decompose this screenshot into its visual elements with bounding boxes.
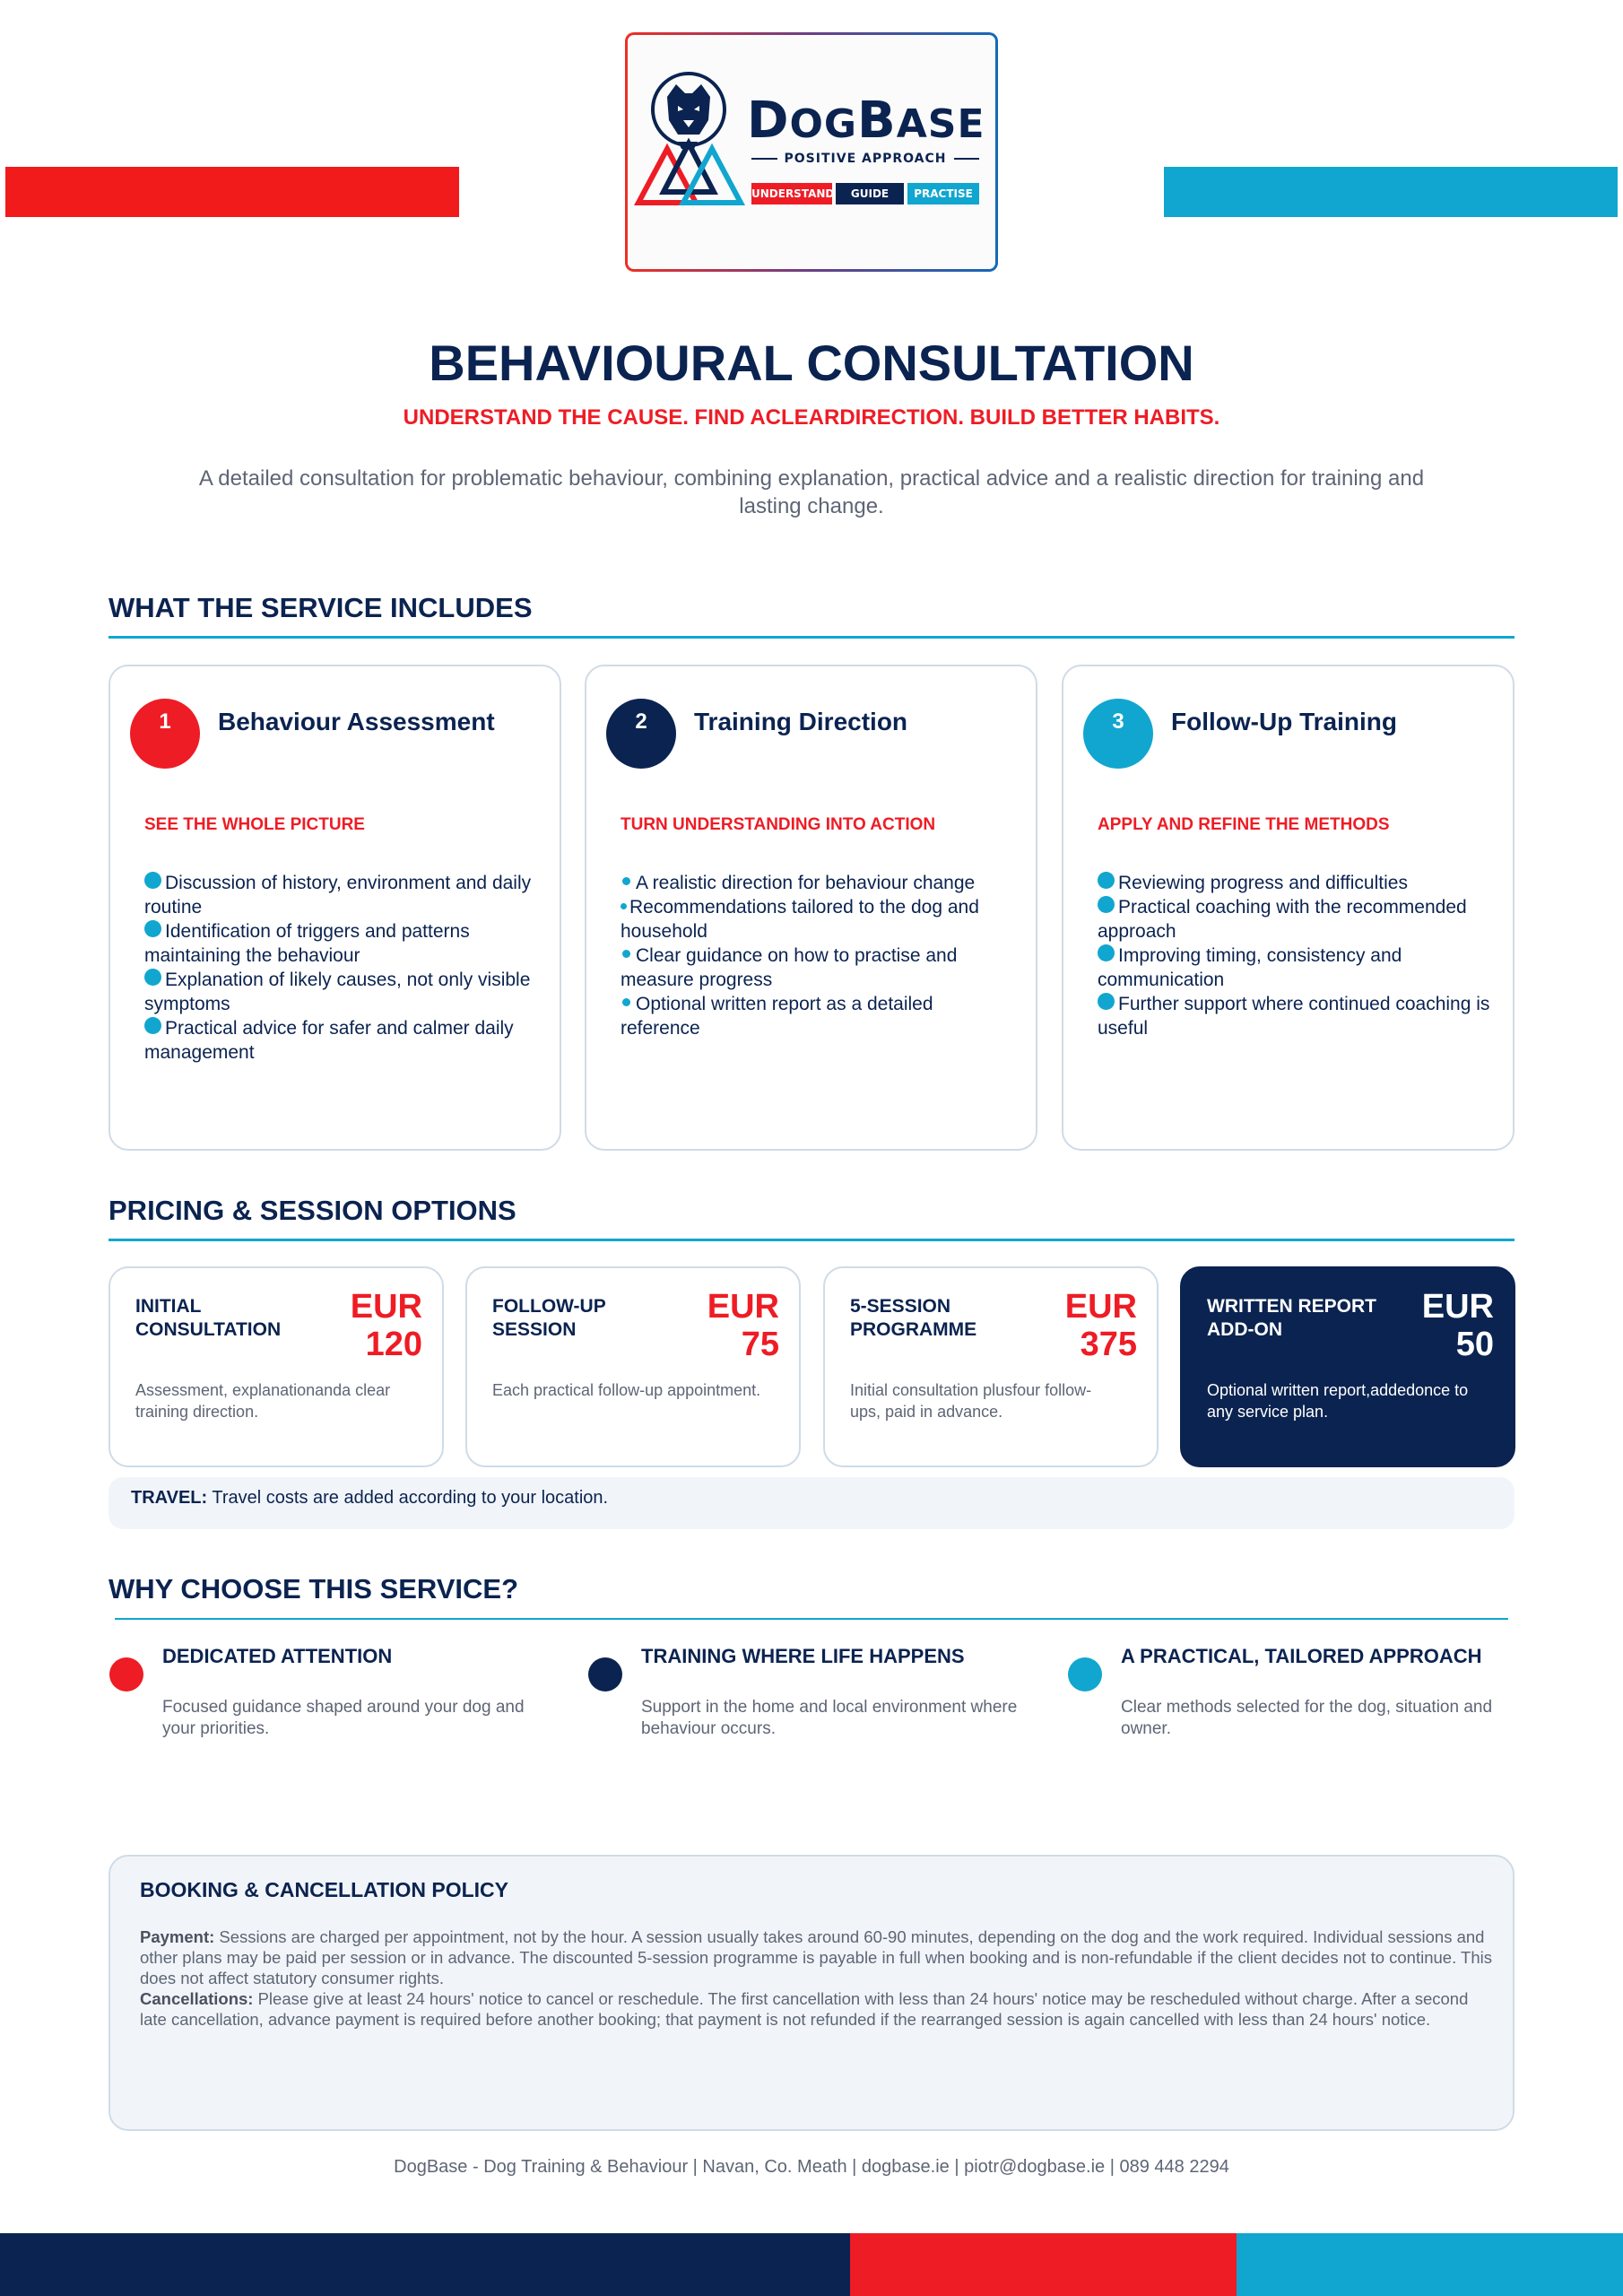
bullet-icon [622, 877, 630, 885]
price-amount: EUR 50 [1421, 1288, 1494, 1363]
service-card-direction [585, 665, 1037, 1151]
price-name: 5-SESSION PROGRAMME [850, 1296, 977, 1340]
logo-wordmark: DOGBASE [747, 91, 985, 150]
list-item: Discussion of history, environment and daily routine [144, 873, 532, 918]
price-amount: EUR 375 [1064, 1288, 1137, 1363]
policy-heading: BOOKING & CANCELLATION POLICY [140, 1878, 509, 1901]
service-subtitle: APPLY AND REFINE THE METHODS [1098, 815, 1390, 834]
pricing-heading: PRICING & SESSION OPTIONS [108, 1195, 516, 1226]
why-dot-icon [109, 1657, 143, 1692]
price-name: FOLLOW-UP SESSION [492, 1296, 606, 1340]
footer-navy-bar [0, 2233, 850, 2296]
price-card-programme [823, 1266, 1159, 1467]
list-item: Further support where continued coaching is useful [1098, 994, 1490, 1039]
service-title: Follow-Up Training [1171, 708, 1397, 735]
why-text: Clear methods selected for the dog, situation and owner. [1121, 1698, 1493, 1738]
policy-cancellations: Cancellations: Please give at least 24 hours' notice to cancel or reschedule. The first cancellation with less than 24 hours' notice may be rescheduled without charge. After a second late cancellation, advance payment is required before another booking; that payment is not refunded if the rearranged session is again cancelled with less than 24 hours' notice. [140, 1989, 1469, 2029]
list-item: Improving timing, consistency and communication [1098, 945, 1402, 990]
logo-tags [751, 183, 979, 204]
list-item: Practical coaching with the recommended approach [1098, 897, 1467, 942]
price-desc: Optional written report,addedonce to any service plan. [1207, 1381, 1469, 1421]
price-desc: Each practical follow-up appointment. [492, 1381, 761, 1399]
bullet-icon [1098, 944, 1115, 961]
logo-tag-practise: PRACTISE [907, 183, 979, 204]
why-text: Support in the home and local environment where behaviour occurs. [641, 1698, 1018, 1738]
service-number: 2 [606, 699, 676, 769]
footer-blue-bar [1237, 2233, 1623, 2296]
services-heading: WHAT THE SERVICE INCLUDES [108, 592, 533, 623]
list-item: Explanation of likely causes, not only visible symptoms [144, 970, 531, 1014]
why-rule [115, 1618, 1508, 1620]
page-title: BEHAVIOURAL CONSULTATION [429, 335, 1194, 391]
bullet-icon [1098, 896, 1115, 913]
list-item: Recommendations tailored to the dog and household [621, 897, 979, 942]
list-item: Identification of triggers and patterns maintaining the behaviour [144, 921, 470, 966]
price-amount: EUR 75 [707, 1288, 779, 1363]
policy-panel [108, 1855, 1515, 2131]
why-title: A PRACTICAL, TAILORED APPROACH [1121, 1645, 1482, 1667]
policy-body [140, 1926, 1494, 2030]
price-desc: Initial consultation plusfour follow-ups, paid in advance. [850, 1381, 1092, 1421]
bullet-icon [1098, 993, 1115, 1010]
list-item: Practical advice for safer and calmer daily management [144, 1018, 514, 1063]
price-card-initial [108, 1266, 444, 1467]
service-subtitle: TURN UNDERSTANDING INTO ACTION [621, 815, 936, 834]
service-list [144, 871, 539, 1065]
price-desc: Assessment, explanationanda clear training direction. [135, 1381, 391, 1421]
why-text: Focused guidance shaped around your dog and your priorities. [162, 1698, 525, 1738]
top-blue-bar [1164, 167, 1618, 217]
footer-red-bar [850, 2233, 1237, 2296]
dog-emblem-icon [631, 70, 748, 212]
bullet-icon [621, 903, 627, 909]
logo-tag-understand: UNDERSTAND [751, 183, 832, 204]
bullet-icon [622, 998, 630, 1006]
list-item: Optional written report as a detailed reference [621, 994, 933, 1039]
top-red-bar [5, 167, 459, 217]
price-card-follow-up [465, 1266, 801, 1467]
bullet-icon [144, 872, 161, 889]
logo-subtitle: POSITIVE APPROACH [751, 149, 979, 169]
bullet-icon [144, 969, 161, 986]
pricing-rule [108, 1239, 1515, 1241]
price-name: WRITTEN REPORT ADD-ON [1207, 1296, 1376, 1340]
service-number: 3 [1083, 699, 1153, 769]
service-title: Training Direction [694, 708, 908, 735]
service-card-assessment [108, 665, 561, 1151]
tagline: UNDERSTAND THE CAUSE. FIND ACLEARDIRECTION. BUILD BETTER HABITS. [403, 405, 1220, 430]
price-card-report [1180, 1266, 1515, 1467]
list-item: A realistic direction for behaviour change [621, 871, 1015, 895]
bullet-icon [144, 920, 161, 937]
services-rule [108, 636, 1515, 639]
why-heading: WHY CHOOSE THIS SERVICE? [108, 1573, 519, 1605]
bullet-icon [144, 1017, 161, 1034]
service-list [621, 871, 1015, 1040]
policy-payment: Payment: Sessions are charged per appointment, not by the hour. A session usually takes around 60-90 minutes, depending on the dog and the work required. Individual sessions and other plans may be paid per session or in advance. The discounted 5-session programme is payable in full when booking and is non-refundable if the client decides not to continue. This does not affect statutory consumer rights. [140, 1927, 1492, 1987]
service-list [1098, 871, 1492, 1040]
why-title: TRAINING WHERE LIFE HAPPENS [641, 1645, 965, 1667]
list-item: Reviewing progress and difficulties [1098, 871, 1492, 895]
list-item: Clear guidance on how to practise and measure progress [621, 945, 958, 990]
why-title: DEDICATED ATTENTION [162, 1645, 393, 1667]
logo-tag-guide: GUIDE [836, 183, 904, 204]
footer-contact: DogBase - Dog Training & Behaviour | Navan, Co. Meath | dogbase.ie | piotr@dogbase.ie | 089 448 2294 [394, 2157, 1229, 2177]
why-dot-icon [588, 1657, 622, 1692]
service-card-follow-up [1062, 665, 1515, 1151]
bullet-icon [1098, 872, 1115, 889]
price-name: INITIAL CONSULTATION [135, 1296, 282, 1340]
why-dot-icon [1068, 1657, 1102, 1692]
travel-note: TRAVEL: Travel costs are added according to your location. [108, 1477, 1515, 1529]
bullet-icon [622, 950, 630, 958]
service-number: 1 [130, 699, 200, 769]
intro-text: A detailed consultation for problematic behaviour, combining explanation, practical advice and a realistic direction for training and lasting change. [198, 466, 1425, 518]
price-amount: EUR 120 [350, 1288, 422, 1363]
service-subtitle: SEE THE WHOLE PICTURE [144, 815, 365, 834]
service-title: Behaviour Assessment [218, 708, 495, 735]
